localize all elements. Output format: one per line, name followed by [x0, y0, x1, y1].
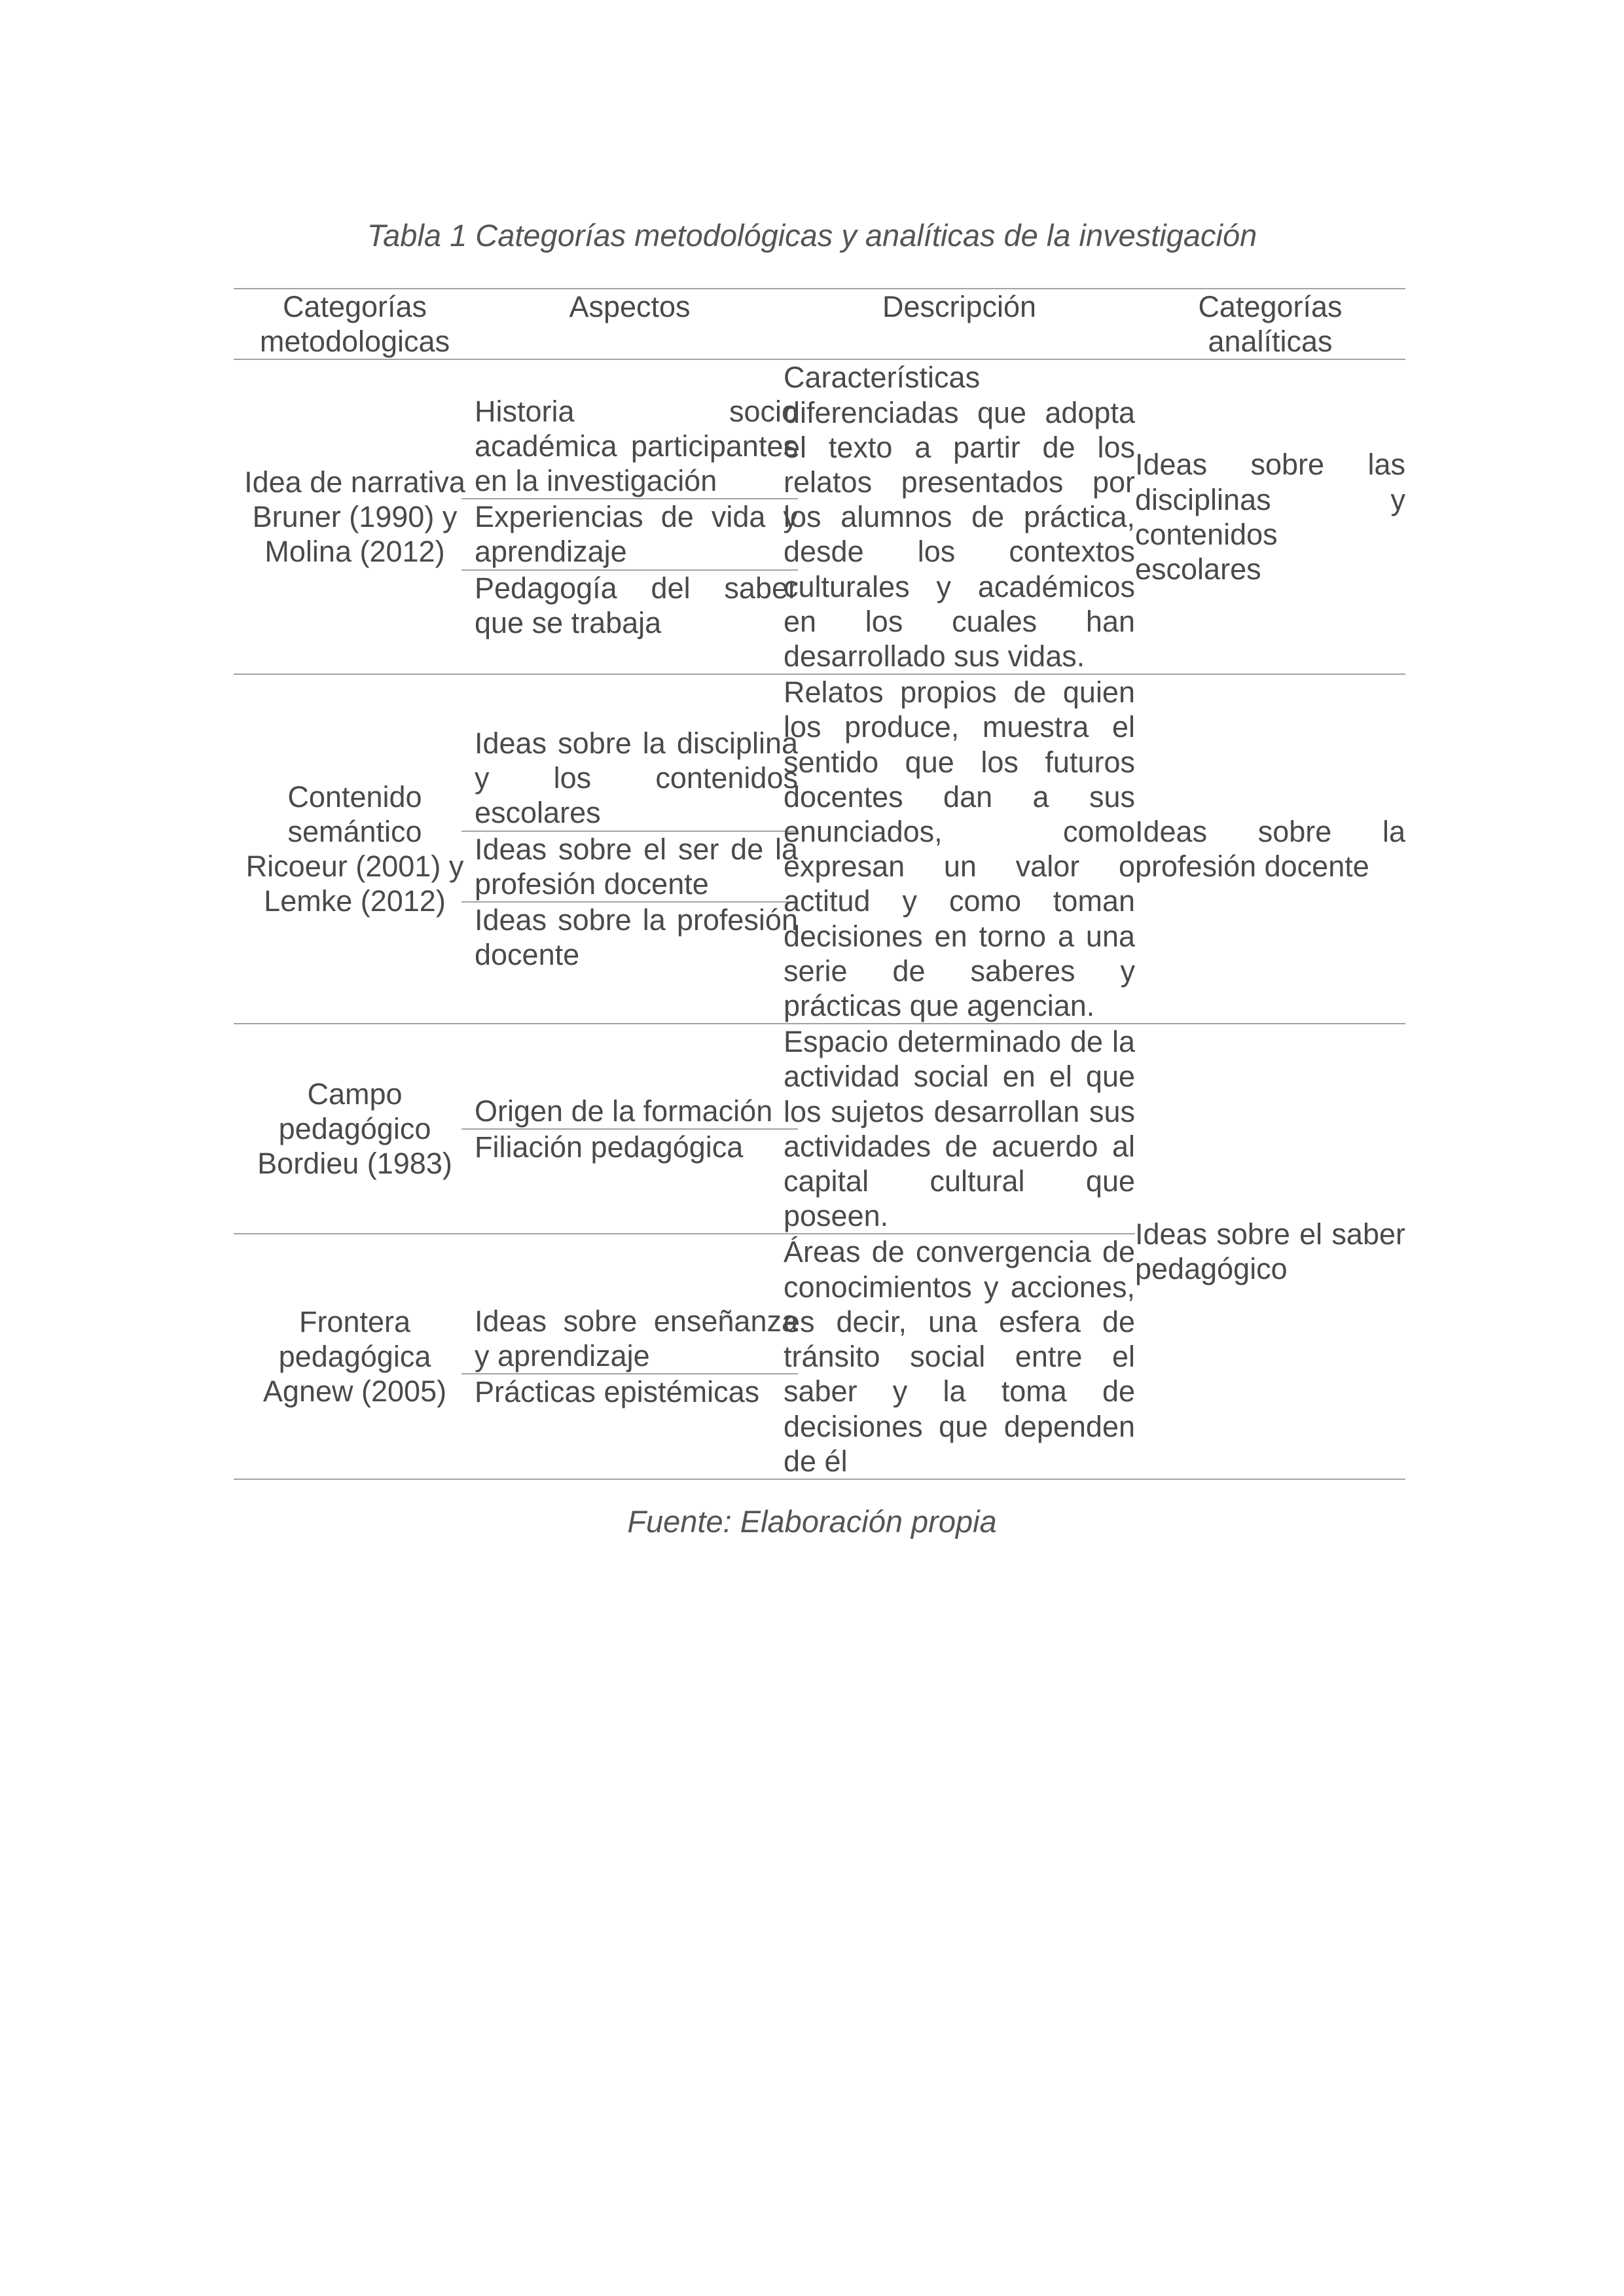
- aspect-item: Historia socio académica participantes en la investigación: [461, 394, 798, 500]
- table-row: [234, 674, 1405, 1024]
- category-cell: Idea de narrativa Bruner (1990) y Molina (2012): [234, 359, 476, 674]
- header-descripcion: Descripción: [784, 289, 1135, 359]
- table-row: [234, 359, 1405, 674]
- category-cell: Frontera pedagógica Agnew (2005): [234, 1234, 476, 1479]
- aspect-item: Ideas sobre enseñanza y aprendizaje: [461, 1304, 798, 1374]
- category-cell: Contenido semántico Ricoeur (2001) y Lemke (2012): [234, 674, 476, 1024]
- header-categorias-analiticas: Categorías analíticas: [1135, 289, 1405, 359]
- aspects-cell: [475, 674, 798, 1024]
- category-cell: Campo pedagógico Bordieu (1983): [234, 1024, 476, 1234]
- aspect-item: Ideas sobre el ser de la profesión docente: [461, 832, 798, 903]
- aspect-item: Ideas sobre la disciplina y los contenidos escolares: [461, 726, 798, 832]
- aspect-item: Filiación pedagógica: [475, 1130, 744, 1164]
- description-cell: Áreas de convergencia de conocimientos y acciones, es decir, una esfera de tránsito social entre el saber y la toma de decisiones que dependen de él: [784, 1234, 1135, 1479]
- aspect-item: Origen de la formación: [461, 1094, 798, 1130]
- aspect-item: Ideas sobre la profesión docente: [475, 903, 798, 972]
- header-aspectos: Aspectos: [476, 289, 784, 359]
- table-source: Fuente: Elaboración propia: [627, 1504, 997, 1539]
- analytic-category-cell: Ideas sobre la profesión docente: [1135, 674, 1405, 1024]
- description-cell: Espacio determinado de la actividad social en el que los sujetos desarrollan sus actividades de acuerdo al capital cultural que poseen.: [784, 1024, 1135, 1234]
- table-row: [234, 1024, 1405, 1234]
- categories-table: [234, 288, 1405, 1480]
- table-header-row: [234, 289, 1405, 359]
- aspect-item: Experiencias de vida y aprendizaje: [461, 499, 798, 570]
- description-cell: Características diferenciadas que adopta el texto a partir de los relatos presentados por los alumnos de práctica, desde los contextos culturales y académicos en los cuales han desarrollado sus vidas.: [784, 359, 1135, 674]
- table-title: Tabla 1 Categorías metodológicas y analíticas de la investigación: [367, 218, 1257, 253]
- aspect-item: Prácticas epistémicas: [475, 1375, 760, 1409]
- description-cell: Relatos propios de quien los produce, muestra el sentido que los futuros docentes dan a sus enunciados, como expresan un valor o actitud y como toman decisiones en torno a una serie de saberes y prácticas que agencian.: [784, 674, 1135, 1024]
- analytic-category-cell: Ideas sobre las disciplinas y contenidos escolares: [1135, 359, 1405, 674]
- analytic-category-cell: Ideas sobre el saber pedagógico: [1135, 1024, 1405, 1479]
- aspect-item: Pedagogía del saber que se trabaja: [475, 571, 798, 639]
- header-categorias-metodologicas: Categorías metodologicas: [234, 289, 476, 359]
- aspects-cell: [476, 1024, 784, 1234]
- aspects-cell: [475, 1234, 798, 1479]
- aspects-cell: [475, 359, 798, 674]
